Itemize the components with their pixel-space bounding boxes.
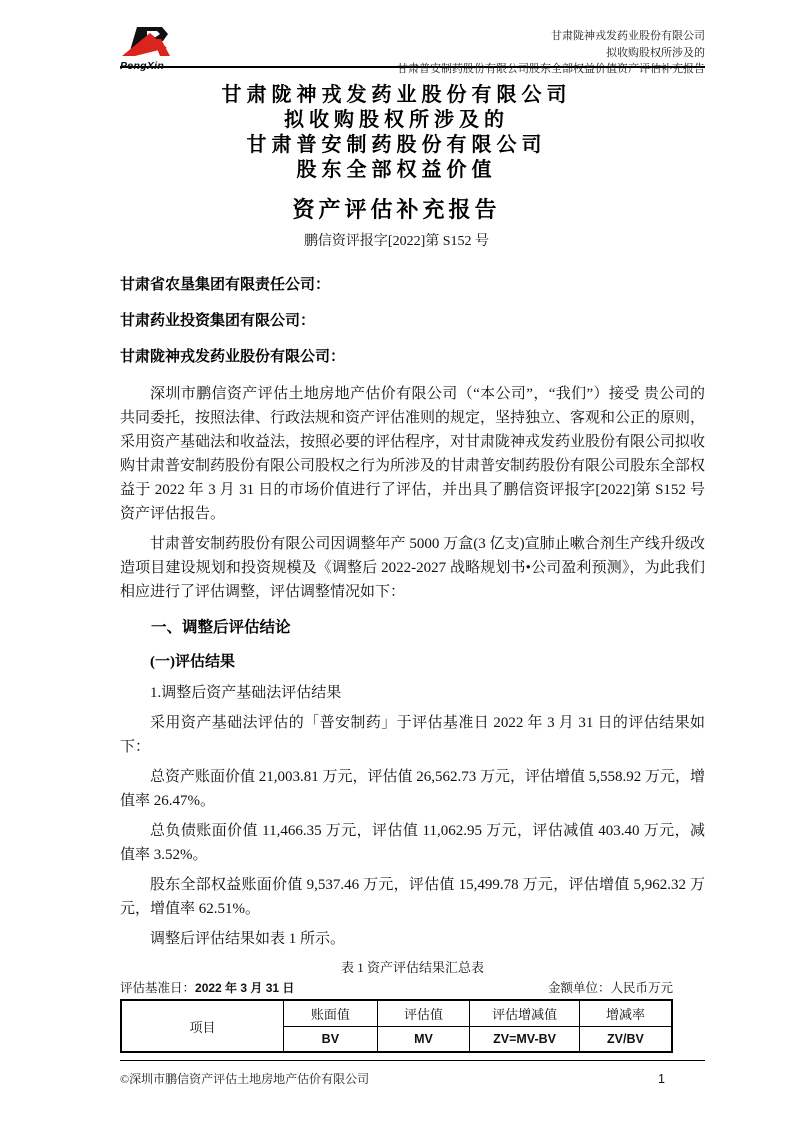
pengxin-logo xyxy=(120,26,190,72)
paragraph-equity: 股东全部权益账面价值 9,537.46 万元，评估值 15,499.78 万元，评估增值 5,962.32 万元，增值率 62.51%。 xyxy=(120,877,705,917)
paragraph-method: 采用资产基础法评估的「普安制药」于评估基准日 2022 年 3 月 31 日的评估结果如下： xyxy=(120,715,705,755)
table-caption: 表 1 资产评估结果汇总表 xyxy=(340,960,484,975)
col-header-change-rate: 增减率 xyxy=(579,1000,672,1026)
symbol-mv: MV xyxy=(377,1026,470,1052)
col-header-book-value: 账面值 xyxy=(284,1000,378,1026)
paragraph-total-liabilities: 总负债账面价值 11,466.35 万元，评估值 11,062.95 万元，评估减值 403.40 万元，减值率 3.52%。 xyxy=(120,823,705,863)
section-heading: 一、调整后评估结论 xyxy=(151,619,291,636)
page-number: 1 xyxy=(658,1072,665,1086)
paragraph-total-assets: 总资产账面价值 21,003.81 万元，评估值 26,562.73 万元，评估增值 5,558.92 万元，增值率 26.47%。 xyxy=(120,769,706,809)
col-header-change-value: 评估增减值 xyxy=(470,1000,580,1026)
title-block xyxy=(0,83,793,251)
report-title: 资产评估补充报告 xyxy=(292,197,501,222)
col-header-appraised-value: 评估值 xyxy=(377,1000,470,1026)
symbol-bv: BV xyxy=(284,1026,378,1052)
copyright: ©深圳市鹏信资产评估土地房地产估价有限公司 xyxy=(120,1072,370,1086)
header-reference-line: 拟收购股权所涉及的 xyxy=(606,46,705,59)
report-number: 鹏信资评报字[2022]第 S152 号 xyxy=(303,234,490,249)
base-date-label: 评估基准日： xyxy=(120,981,196,995)
col-header-item: 项目 xyxy=(121,1000,284,1052)
header-reference-lines xyxy=(397,26,705,78)
addressee: 甘肃药业投资集团有限公司： xyxy=(120,313,316,329)
addressee-list xyxy=(120,274,705,368)
paragraph-table-ref: 调整后评估结果如表 1 所示。 xyxy=(150,931,346,947)
base-date xyxy=(120,980,294,997)
addressee: 甘肃省农垦集团有限责任公司： xyxy=(120,277,331,293)
addressee: 甘肃陇神戎发药业股份有限公司： xyxy=(120,349,346,365)
table-meta xyxy=(120,980,673,997)
title-line: 股东全部权益价值 xyxy=(296,159,497,181)
title-line: 拟收购股权所涉及的 xyxy=(284,109,509,131)
base-date-value: 2022 年 3 月 31 日 xyxy=(195,981,295,995)
header-reference-line: 甘肃普安制药股份有限公司股东全部权益价值资产评估补充报告 xyxy=(397,63,705,75)
table-header-row xyxy=(121,1000,672,1026)
page-header xyxy=(120,0,705,75)
paragraph-adjustment-reason: 甘肃普安制药股份有限公司因调整年产 5000 万盒(3 亿支)宣肺止嗽合剂生产线升级改造项目建设规划和投资规模及《调整后 2022-2027 战略规划书•公司盈利预测》，为此我们相应进行了评估调整，评估调整情况如下： xyxy=(120,536,705,600)
title-line: 甘肃陇神戎发药业股份有限公司 xyxy=(221,84,572,106)
logo-wordmark: PengXin xyxy=(120,60,165,72)
item-heading: 1.调整后资产基础法评估结果 xyxy=(150,685,342,701)
pengxin-logo-icon xyxy=(120,26,176,62)
symbol-zv: ZV=MV-BV xyxy=(470,1026,580,1052)
summary-table xyxy=(120,999,673,1053)
paragraph-intro: 深圳市鹏信资产评估土地房地产估价有限公司（“本公司”，“我们”）接受 贵公司的共同委托，按照法律、行政法规和资产评估准则的规定，坚持独立、客观和公正的原则，采用资产基础法和收益法，按照必要的评估程序，对甘肃陇神戎发药业股份有限公司拟收购甘肃普安制药股份有限公司股权之行为所涉及的甘肃普安制药股份有限公司股东全部权益于 2022 年 3 月 31 日的市场价值进行了评估，并出具了鹏信资评报字[2022]第 S152 号资产评估报告。 xyxy=(120,386,706,522)
subsection-heading: (一)评估结果 xyxy=(150,654,235,670)
page-footer xyxy=(120,1060,705,1087)
unit-note: 金额单位：人民币万元 xyxy=(547,981,673,995)
symbol-ratio: ZV/BV xyxy=(579,1026,672,1052)
header-reference-line: 甘肃陇神戎发药业股份有限公司 xyxy=(551,30,705,42)
title-line: 甘肃普安制药股份有限公司 xyxy=(246,134,547,156)
